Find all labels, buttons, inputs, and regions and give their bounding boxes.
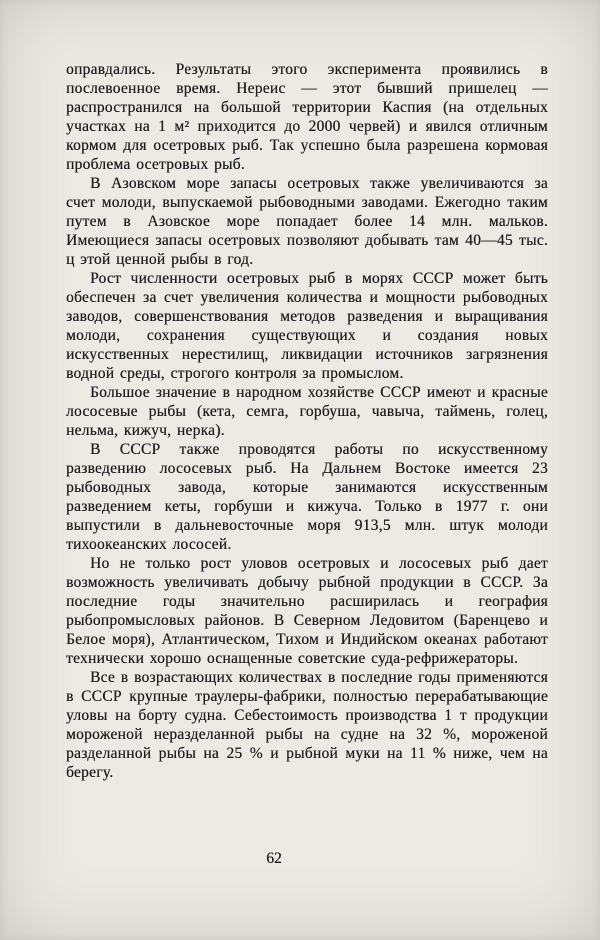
paragraph: Большое значение в народном хозяйстве СССР имеют и красные лососевые рыбы (кета, семга, горбуша, чавыча, таймень, голец, нельма, кижуч, нерка). [66, 384, 548, 439]
paragraph: Но не только рост уловов осетровых и лососевых рыб дает возможность увеличивать добычу рыбной продукции в СССР. За последние годы значительно расширилась и география рыбопромысловых районов. В Северном Ледовитом (Баренцево и Белое моря), Атлантическом, Тихом и Индийском океанах работают технически хорошо оснащенные советские суда-рефрижераторы. [66, 555, 548, 667]
paragraph: оправдались. Результаты этого эксперимента проявились в послевоенное время. Нереис — этот бывший пришелец — распространился на большой территории Каспия (на отдельных участках на 1 м² приходится до 2000 червей) и явился отличным кормом для осетровых рыб. Так успешно была разрешена кормовая проблема осетровых рыб. [66, 61, 548, 173]
paragraph: В Азовском море запасы осетровых также увеличиваются за счет молоди, выпускаемой рыбоводными заводами. Ежегодно таким путем в Азовское море попадает более 14 млн. мальков. Имеющиеся запасы осетровых позволяют добывать там 40—45 тыс. ц этой ценной рыбы в год. [66, 175, 548, 268]
paragraph: Рост численности осетровых рыб в морях СССР может быть обеспечен за счет увеличения количества и мощности рыбоводных заводов, совершенствования методов разведения и выращивания молоди, сохранения существующих и создания новых искусственных нерестилищ, ликвидации источников загрязнения водной среды, строгого контроля за промыслом. [66, 270, 548, 382]
text-block [66, 60, 548, 782]
page-number: 62 [266, 850, 282, 867]
paragraph: В СССР также проводятся работы по искусственному разведению лососевых рыб. На Дальнем Востоке имеется 23 рыбоводных завода, которые занимаются искусственным разведением кеты, горбуши и кижуча. Только в 1977 г. они выпустили в дальневосточные моря 913,5 млн. штук молоди тихоокеанских лососей. [66, 441, 548, 553]
paragraph: Все в возрастающих количествах в последние годы применяются в СССР крупные траулеры-фабрики, полностью перерабатывающие уловы на борту судна. Себестоимость производства 1 т продукции мороженой неразделанной рыбы на судне на 32 %, мороженой разделанной рыбы на 25 % и рыбной муки на 11 % ниже, чем на берегу. [66, 669, 548, 781]
